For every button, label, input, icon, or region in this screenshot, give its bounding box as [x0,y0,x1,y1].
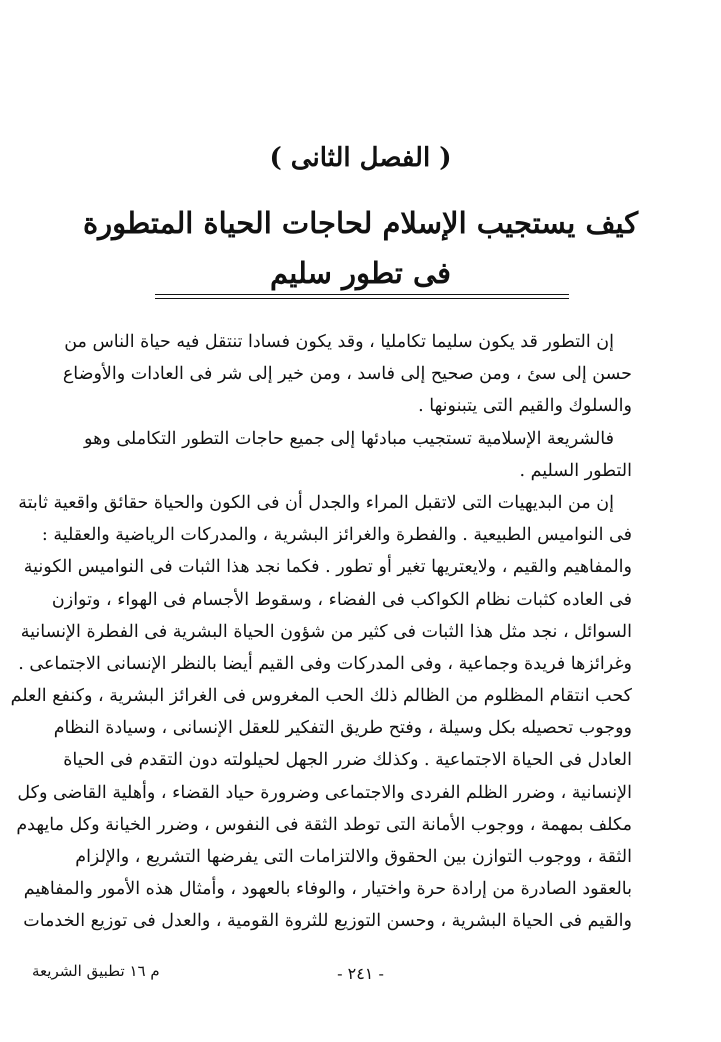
text-line: مكلف بمهمة ، ووجوب الأمانة التى توطد الثقة فى النفوس ، وضرر الخيانة وكل مايهدم [16,814,632,835]
text-line: فالشريعة الإسلامية تستجيب مبادئها إلى جميع حاجات التطور التكاملى وهو [84,428,614,449]
text-line: الثقة ، ووجوب التوازن بين الحقوق والالتزامات التى يفرضها التشريع ، والإلزام [75,847,632,867]
chapter-title-line-1: كيف يستجيب الإسلام لحاجات الحياة المتطورة [82,206,639,240]
text-line: إن من البديهيات التى لاتقبل المراء والجدل أن فى الكون والحياة حقائق واقعية ثابتة [18,492,614,513]
chapter-title-line-2: فى تطور سليم [269,256,452,290]
chapter-heading: ( الفصل الثانى ) [269,143,452,173]
text-line: ووجوب تحصيله بكل وسيلة ، وفتح طريق التفكير للعقل الإنسانى ، وسيادة النظام [53,718,632,739]
page-number: - ٢٤١ - [337,964,384,983]
text-line: إن التطور قد يكون سليما تكامليا ، وقد يكون فسادا تنتقل فيه حياة الناس من [64,332,614,352]
text-line: العادل فى الحياة الاجتماعية . وكذلك ضرر الجهل لحيلولته دون التقدم فى الحياة [63,750,632,771]
page-footer [0,962,721,992]
footer-note: م ١٦ تطبيق الشريعة [32,962,160,980]
body-text [10,326,632,938]
text-line: السوائل ، نجد مثل هذا الثبات فى كثير من شؤون الحياة البشرية فى الفطرة الإنسانية [20,621,632,642]
text-line: والمفاهيم والقيم ، ولايعتريها تغير أو تطور . فكما نجد هذا الثبات فى النواميس الكونية [23,557,632,578]
text-line: فى العاده كثبات نظام الكواكب فى الفضاء ، وسقوط الأجسام فى الهواء ، وتوازن [51,589,632,610]
title-underline-bottom [155,298,569,299]
title-underline-top [155,294,569,295]
text-line: حسن إلى سئ ، ومن صحيح إلى فاسد ، ومن خير إلى شر فى العادات والأوضاع [62,364,632,385]
text-line: التطور السليم . [519,460,632,481]
chapter-title [80,198,641,298]
text-line: والسلوك والقيم التى يتبنونها . [418,396,632,417]
text-line: الإنسانية ، وضرر الظلم الفردى والاجتماعى وضرورة حياد القضاء ، وأهلية القاضى وكل [17,782,632,803]
text-line: بالعقود الصادرة من إرادة حرة واختيار ، والوفاء بالعهود ، وأمثال هذه الأمور والمفاهيم [23,879,632,900]
text-line: وغرائزها فريدة وجماعية ، وفى المدركات وفى القيم أيضا بالنظر الإنسانى الاجتماعى . [18,653,632,674]
text-line: والقيم فى الحياة البشرية ، وحسن التوزيع للثروة القومية ، والعدل فى توزيع الخدمات [23,911,632,932]
text-line: فى النواميس الطبيعية . والفطرة والغرائز البشرية ، والمدركات الرياضية والعقلية : [41,525,632,546]
text-line: كحب انتقام المظلوم من الظالم ذلك الحب المغروس فى الغرائز البشرية ، وكنفع العلم [10,686,632,707]
